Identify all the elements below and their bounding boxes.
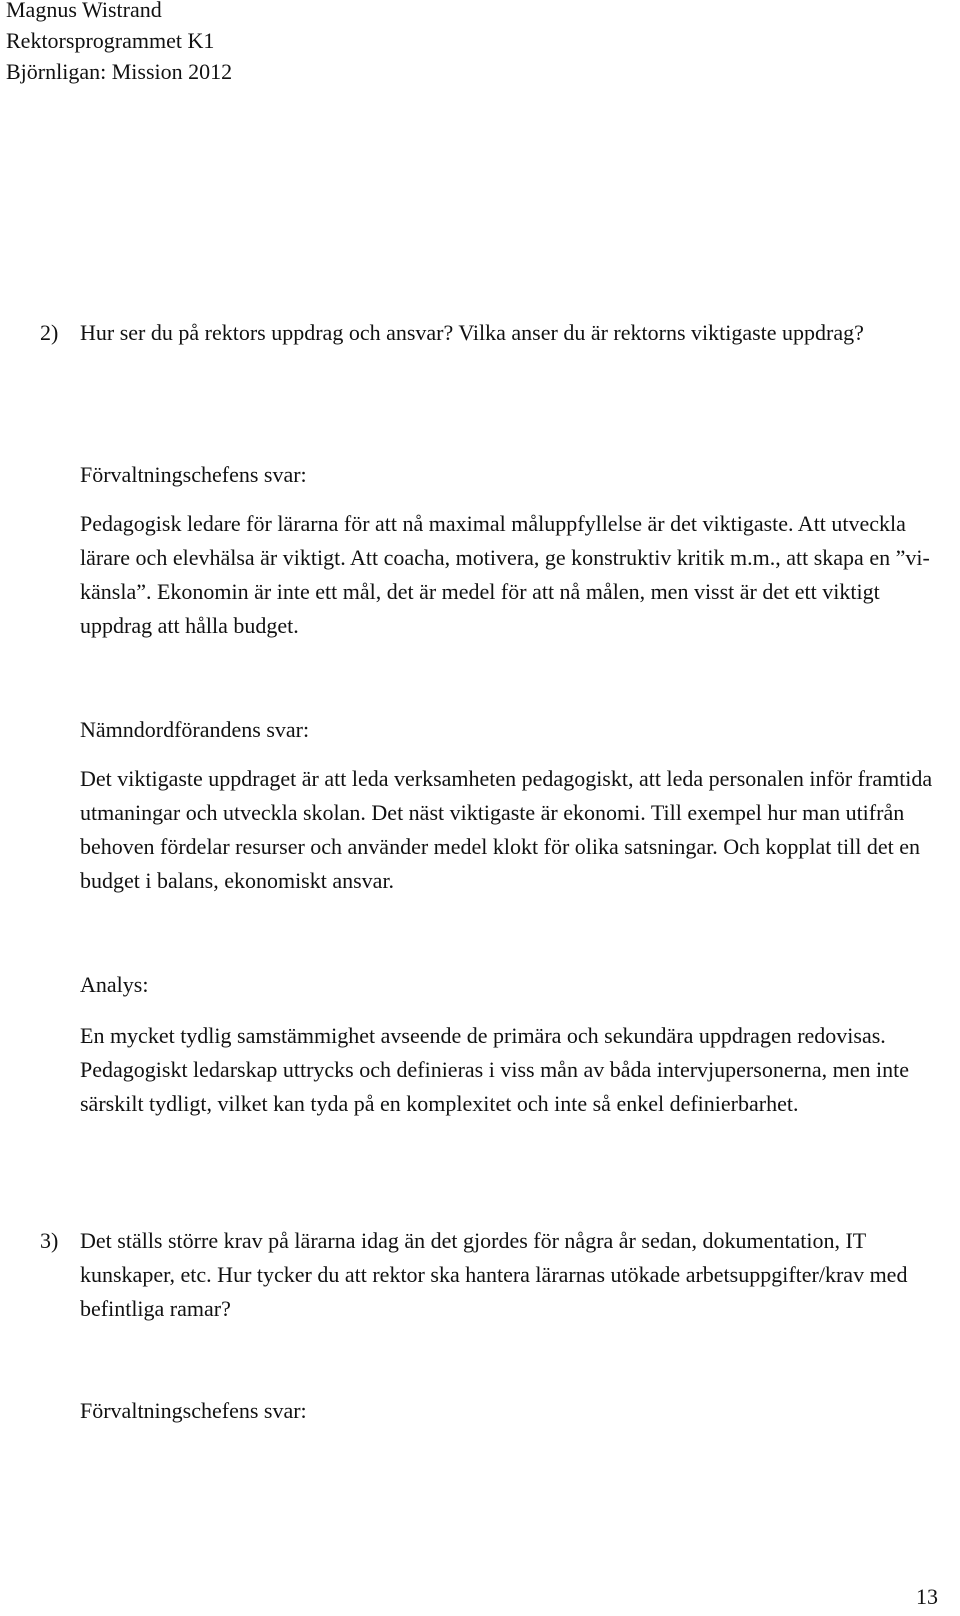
question-text: Det ställs större krav på lärarna idag än det gjordes för några år sedan, dokumentation, IT kunskaper, etc. Hur tycker du att rektor ska hantera lärarnas utökade arbetsuppgifter/krav med befintliga ramar?	[80, 1228, 908, 1321]
question-number: 3)	[40, 1228, 59, 1253]
question-text: Hur ser du på rektors uppdrag och ansvar? Vilka anser du är rektorns viktigaste uppdrag?	[80, 320, 864, 345]
document-header	[6, 0, 232, 87]
program-name: Rektorsprogrammet K1	[6, 28, 215, 53]
page-number: 13	[916, 1584, 938, 1609]
analysis-text: En mycket tydlig samstämmighet avseende de primära och sekundära uppdragen redovisas. Pedagogiskt ledarskap uttrycks och definieras i viss mån av båda intervjupersonerna, men inte särskilt tydligt, vilket kan tyda på en komplexitet och inte så enkel definierbarhet.	[80, 1023, 910, 1116]
section-label-analys: Analys:	[80, 972, 149, 997]
answer-forvaltningschef: Pedagogisk ledare för lärarna för att nå maximal måluppfyllelse är det viktigaste. Att utveckla lärare och elevhälsa är viktigt. Att coacha, motivera, ge konstruktiv kritik m.m., att skapa en ”vi-känsla”. Ekonomin är inte ett mål, det är medel för att nå målen, men visst är det ett viktigt uppdrag att hålla budget.	[80, 511, 930, 638]
author-name: Magnus Wistrand	[6, 0, 162, 22]
question-number: 2)	[40, 320, 59, 345]
section-label-namndordforande: Nämndordförandens svar:	[80, 717, 310, 742]
project-name: Björnligan: Mission 2012	[6, 59, 233, 84]
section-label-forvaltningschef: Förvaltningschefens svar:	[80, 1398, 307, 1423]
answer-namndordforande: Det viktigaste uppdraget är att leda verksamheten pedagogiskt, att leda personalen inför framtida utmaningar och utveckla skolan. Det näst viktigaste är ekonomi. Till exempel hur man utifrån behoven fördelar resurser och använder medel klokt för olika satsningar. Och kopplat till det en budget i balans, ekonomiskt ansvar.	[80, 766, 933, 893]
section-label-forvaltningschef: Förvaltningschefens svar:	[80, 462, 307, 487]
